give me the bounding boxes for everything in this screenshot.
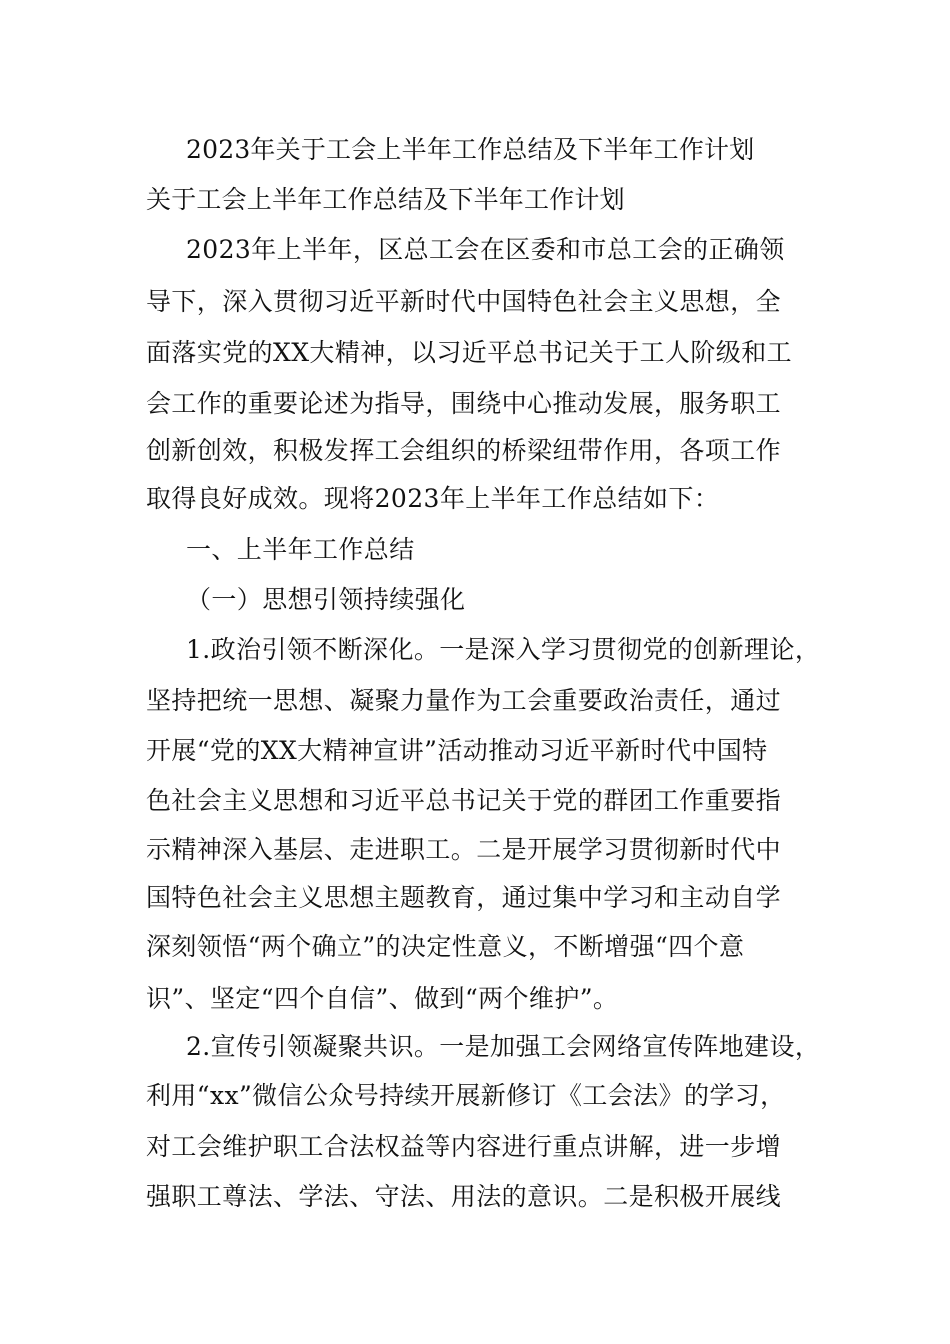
intro-line: 导下，深入贯彻习近平新时代中国特色社会主义思想，全 [146,287,782,316]
intro-line: 面落实党的XX大精神，以习近平总书记关于工人阶级和工 [146,338,792,367]
document-title: 2023年关于工会上半年工作总结及下半年工作计划 [186,135,755,164]
section-heading: 一、上半年工作总结 [186,535,415,564]
paragraph-line: 利用“xx”微信公众号持续开展新修订《工会法》的学习， [146,1081,786,1110]
paragraph-line: 开展“党的XX大精神宣讲”活动推动习近平新时代中国特 [146,736,768,765]
intro-line: 2023年上半年，区总工会在区委和市总工会的正确领 [186,235,785,264]
paragraph-line: 识”、坚定“四个自信”、做到“两个维护”。 [146,984,619,1013]
paragraph-line: 色社会主义思想和习近平总书记关于党的群团工作重要指 [146,786,782,815]
paragraph-line: 坚持把统一思想、凝聚力量作为工会重要政治责任，通过 [146,686,782,715]
paragraph-line: 对工会维护职工合法权益等内容进行重点讲解，进一步增 [146,1132,782,1161]
intro-line: 会工作的重要论述为指导，围绕中心推动发展，服务职工 [146,389,782,418]
paragraph-line: 深刻领悟“两个确立”的决定性意义，不断增强“四个意 [146,932,745,961]
document-subtitle: 关于工会上半年工作总结及下半年工作计划 [146,185,625,214]
paragraph-line: 1.政治引领不断深化。一是深入学习贯彻党的创新理论， [186,635,821,664]
intro-line: 创新创效，积极发挥工会组织的桥梁纽带作用，各项工作 [146,436,782,465]
paragraph-line: 国特色社会主义思想主题教育，通过集中学习和主动自学 [146,883,782,912]
paragraph-line: 2.宣传引领凝聚共识。一是加强工会网络宣传阵地建设， [186,1032,821,1061]
paragraph-line: 示精神深入基层、走进职工。二是开展学习贯彻新时代中 [146,835,782,864]
subsection-heading: （一）思想引领持续强化 [186,585,466,614]
paragraph-line: 强职工尊法、学法、守法、用法的意识。二是积极开展线 [146,1182,782,1211]
intro-line: 取得良好成效。现将2023年上半年工作总结如下： [146,484,720,513]
